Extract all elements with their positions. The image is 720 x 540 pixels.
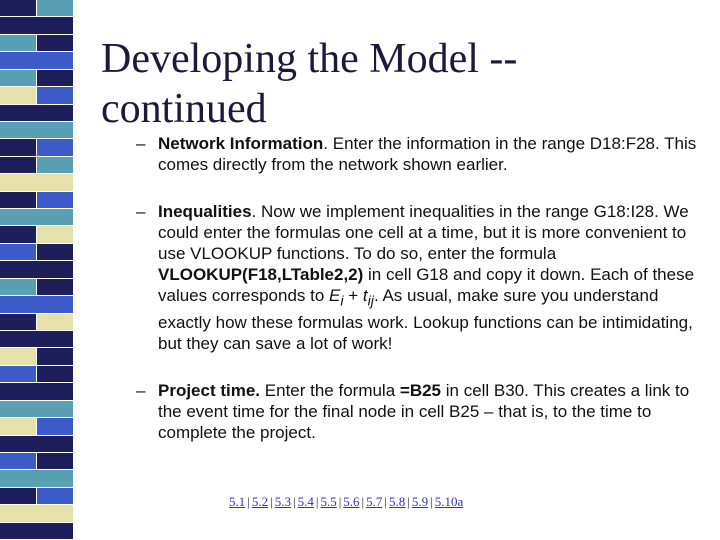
nav-link-5-1[interactable]: 5.1 xyxy=(229,494,246,509)
stripe-cell xyxy=(0,453,37,469)
stripe-cell xyxy=(0,331,73,347)
stripe-block xyxy=(0,139,73,156)
stripe-block xyxy=(0,505,73,522)
stripe-cell xyxy=(0,87,37,103)
nav-separator: | xyxy=(384,494,388,509)
stripe-block xyxy=(0,122,73,139)
bullet-dash: – xyxy=(136,134,146,153)
stripe-cell xyxy=(37,314,73,330)
nav-link-5-4[interactable]: 5.4 xyxy=(297,494,314,509)
bullet-text: in cell B30. This creates a link to the event time for the final node in cell B25 – that is, to the time to complete the project. xyxy=(158,381,690,443)
nav-link-5-8[interactable]: 5.8 xyxy=(389,494,406,509)
stripe-block xyxy=(0,244,73,261)
stripe-cell xyxy=(0,348,37,364)
bullet-text: . As usual, make sure you understand exactly how these formulas work. Lookup functions can be intimidating, but they can save a lot of work! xyxy=(158,286,693,354)
subscript-i: i xyxy=(340,293,344,310)
title-line-1: Developing the Model -- xyxy=(101,36,518,82)
stripe-cell xyxy=(37,244,73,260)
stripe-cell xyxy=(0,122,73,138)
bullet-term: Project time. xyxy=(158,381,261,401)
stripe-block xyxy=(0,261,73,278)
stripe-cell xyxy=(0,436,73,452)
nav-separator: | xyxy=(315,494,319,509)
stripe-block xyxy=(0,52,73,69)
stripe-cell xyxy=(0,52,73,68)
nav-link-5-5[interactable]: 5.5 xyxy=(320,494,337,509)
stripe-cell xyxy=(37,35,73,51)
stripe-block xyxy=(0,87,73,104)
stripe-cell xyxy=(37,139,73,155)
stripe-cell xyxy=(37,279,73,295)
plus-sign: + xyxy=(343,286,363,305)
slide-navigation xyxy=(229,494,463,510)
stripe-cell xyxy=(0,209,73,225)
formula-text: =B25 xyxy=(399,381,442,401)
nav-link-5-2[interactable]: 5.2 xyxy=(251,494,269,509)
stripe-cell xyxy=(0,505,73,521)
nav-separator: | xyxy=(407,494,410,509)
stripe-block xyxy=(0,296,73,313)
nav-separator: | xyxy=(361,494,365,509)
stripe-cell xyxy=(0,383,73,399)
stripe-block xyxy=(0,105,73,122)
stripe-block xyxy=(0,0,73,17)
stripe-cell xyxy=(0,226,37,242)
stripe-cell xyxy=(0,279,37,295)
nav-separator: | xyxy=(270,494,273,509)
stripe-block xyxy=(0,436,73,453)
nav-separator: | xyxy=(338,494,342,509)
stripe-cell xyxy=(0,17,73,33)
stripe-cell xyxy=(0,401,73,417)
bullet-term: Network Information xyxy=(158,134,324,153)
stripe-block xyxy=(0,453,73,470)
stripe-cell xyxy=(37,87,73,103)
decorative-stripe xyxy=(0,0,73,540)
stripe-block xyxy=(0,157,73,174)
nav-separator: | xyxy=(292,494,296,509)
stripe-cell xyxy=(0,174,73,190)
stripe-cell xyxy=(0,418,37,434)
stripe-block xyxy=(0,174,73,191)
stripe-cell xyxy=(37,488,73,504)
stripe-block xyxy=(0,418,73,435)
stripe-cell xyxy=(0,296,73,312)
stripe-cell xyxy=(0,105,73,121)
stripe-block xyxy=(0,348,73,365)
stripe-block xyxy=(0,366,73,383)
stripe-block xyxy=(0,314,73,331)
bullet-text: . Now we implement inequalities in the range G18:I28. We could enter the formulas one cell at a time, but it is more convenient to use VLOOKUP functions. To do so, enter the formula xyxy=(158,202,689,263)
stripe-cell xyxy=(0,366,37,382)
stripe-cell xyxy=(0,139,37,155)
stripe-cell xyxy=(37,348,73,364)
stripe-cell xyxy=(37,226,73,242)
stripe-block xyxy=(0,226,73,243)
subscript-ij: ij xyxy=(367,293,374,310)
stripe-cell xyxy=(0,314,37,330)
stripe-cell xyxy=(0,488,37,504)
nav-separator: | xyxy=(247,494,250,509)
stripe-cell xyxy=(37,0,73,16)
bullet-text: Enter the formula xyxy=(260,381,400,401)
nav-separator: | xyxy=(430,494,433,509)
stripe-cell xyxy=(0,261,73,277)
stripe-cell xyxy=(0,0,37,16)
stripe-cell xyxy=(0,70,37,86)
stripe-block xyxy=(0,35,73,52)
stripe-cell xyxy=(37,192,73,208)
bullet-dash: – xyxy=(136,381,146,401)
bullet-text: . Enter the information in the range D18:F28. This comes directly from the network shown earlier. xyxy=(158,134,697,174)
bullet-inequalities xyxy=(136,201,708,354)
stripe-block xyxy=(0,70,73,87)
stripe-block xyxy=(0,401,73,418)
bullet-dash: – xyxy=(136,202,146,221)
stripe-block xyxy=(0,488,73,505)
stripe-cell xyxy=(0,244,37,260)
stripe-cell xyxy=(37,366,73,382)
bullet-text: in cell G18 and copy it down. Each of these values corresponds to xyxy=(158,265,695,305)
bullet-term: Inequalities xyxy=(158,202,252,221)
stripe-cell xyxy=(0,157,37,173)
bullet-network-information xyxy=(136,133,708,175)
stripe-block xyxy=(0,17,73,34)
stripe-cell xyxy=(37,418,73,434)
nav-link-5-10a[interactable]: 5.10a xyxy=(434,494,464,509)
stripe-block xyxy=(0,279,73,296)
nav-link-5-6[interactable]: 5.6 xyxy=(343,494,360,509)
slide-body xyxy=(136,133,708,469)
stripe-cell xyxy=(0,470,73,486)
stripe-cell xyxy=(0,192,37,208)
stripe-cell xyxy=(0,523,73,539)
stripe-block xyxy=(0,523,73,540)
slide-title xyxy=(101,34,701,134)
stripe-block xyxy=(0,331,73,348)
variable-t: t xyxy=(362,286,368,305)
stripe-block xyxy=(0,470,73,487)
stripe-block xyxy=(0,383,73,400)
stripe-block xyxy=(0,192,73,209)
stripe-cell xyxy=(37,453,73,469)
title-line-2: continued xyxy=(101,86,267,132)
variable-e: E xyxy=(329,286,341,305)
nav-link-5-9[interactable]: 5.9 xyxy=(411,494,429,509)
nav-link-5-7[interactable]: 5.7 xyxy=(366,494,383,509)
nav-link-5-3[interactable]: 5.3 xyxy=(274,494,291,509)
stripe-cell xyxy=(37,70,73,86)
formula-text: VLOOKUP(F18,LTable2,2) xyxy=(158,265,364,284)
bullet-project-time xyxy=(136,380,708,443)
stripe-cell xyxy=(37,157,73,173)
stripe-block xyxy=(0,209,73,226)
stripe-cell xyxy=(0,35,37,51)
